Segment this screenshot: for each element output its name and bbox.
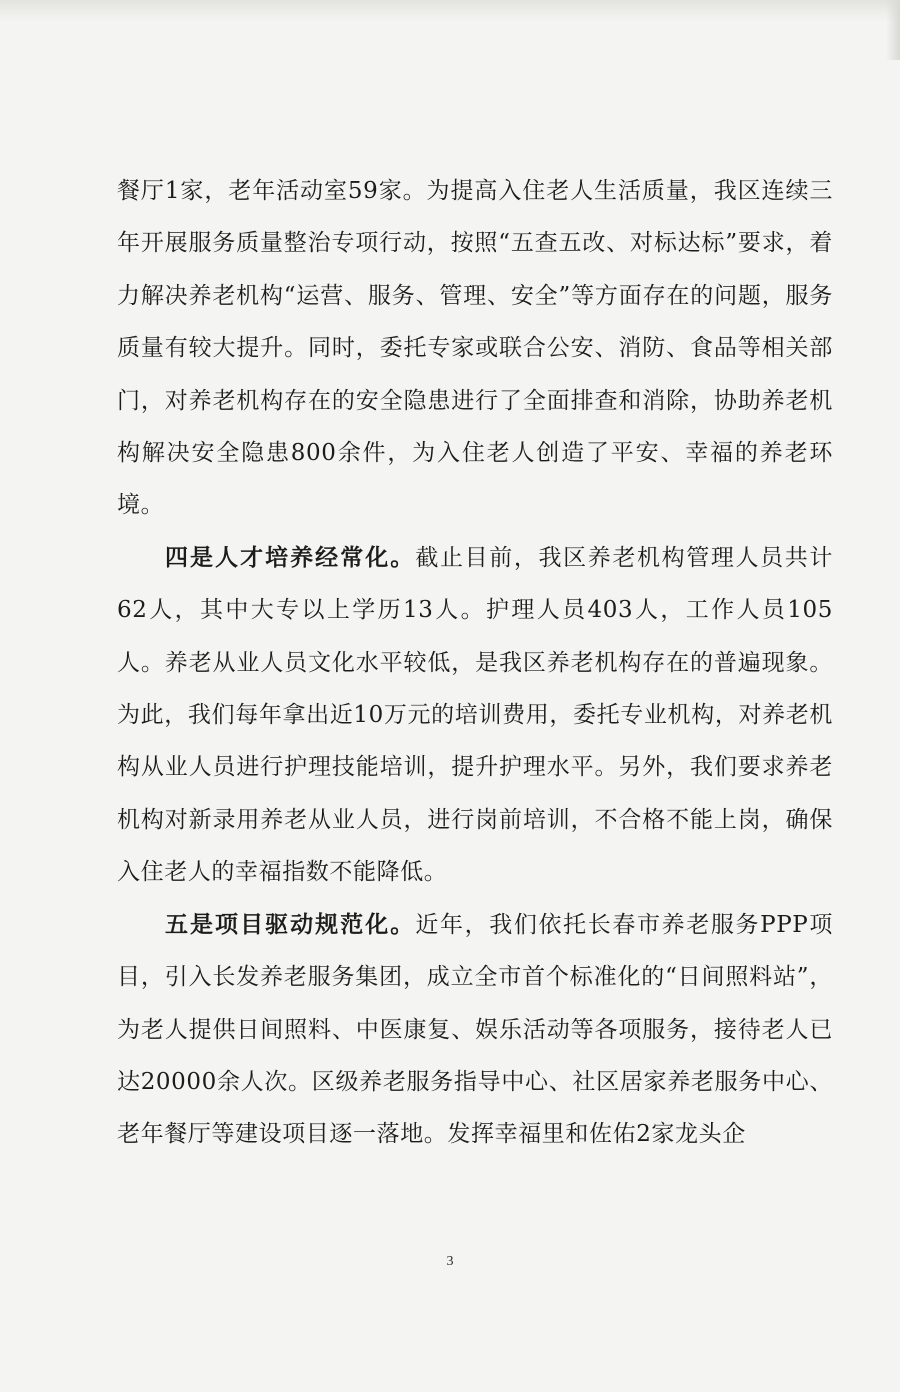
document-body	[117, 165, 833, 1161]
scan-top-edge	[0, 0, 900, 22]
paragraph-text: 餐厅1家，老年活动室59家。为提高入住老人生活质量，我区连续三年开展服务质量整治专项行动，按照“五查五改、对标达标”要求，着力解决养老机构“运营、服务、管理、安全”等方面存在的问题，服务质量有较大提升。同时，委托专家或联合公安、消防、食品等相关部门，对养老机构存在的安全隐患进行了全面排查和消除，协助养老机构解决安全隐患800余件，为入住老人创造了平安、幸福的养老环境。	[117, 178, 833, 519]
scan-corner-shadow	[886, 0, 900, 60]
paragraph-talent-training	[117, 532, 833, 899]
page-number: 3	[446, 1254, 454, 1269]
paragraph-continuation	[117, 165, 833, 532]
paragraph-lead-heading: 五是项目驱动规范化。	[165, 911, 416, 938]
paragraph-text: 截止目前，我区养老机构管理人员共计62人，其中大专以上学历13人。护理人员403人，工作人员105人。养老从业人员文化水平较低，是我区养老机构存在的普遍现象。为此，我们每年拿出近10万元的培训费用，委托专业机构，对养老机构从业人员进行护理技能培训，提升护理水平。另外，我们要求养老机构对新录用养老从业人员，进行岗前培训，不合格不能上岗，确保入住老人的幸福指数不能降低。	[117, 544, 834, 886]
paragraph-text: 近年，我们依托长春市养老服务PPP项目，引入长发养老服务集团，成立全市首个标准化的“日间照料站”，为老人提供日间照料、中医康复、娱乐活动等各项服务，接待老人已达20000余人次。区级养老服务指导中心、社区居家养老服务中心、老年餐厅等建设项目逐一落地。发挥幸福里和佐佑2家龙头企	[117, 911, 833, 1148]
paragraph-lead-heading: 四是人才培养经常化。	[165, 544, 416, 571]
paragraph-project-driven	[117, 899, 833, 1161]
